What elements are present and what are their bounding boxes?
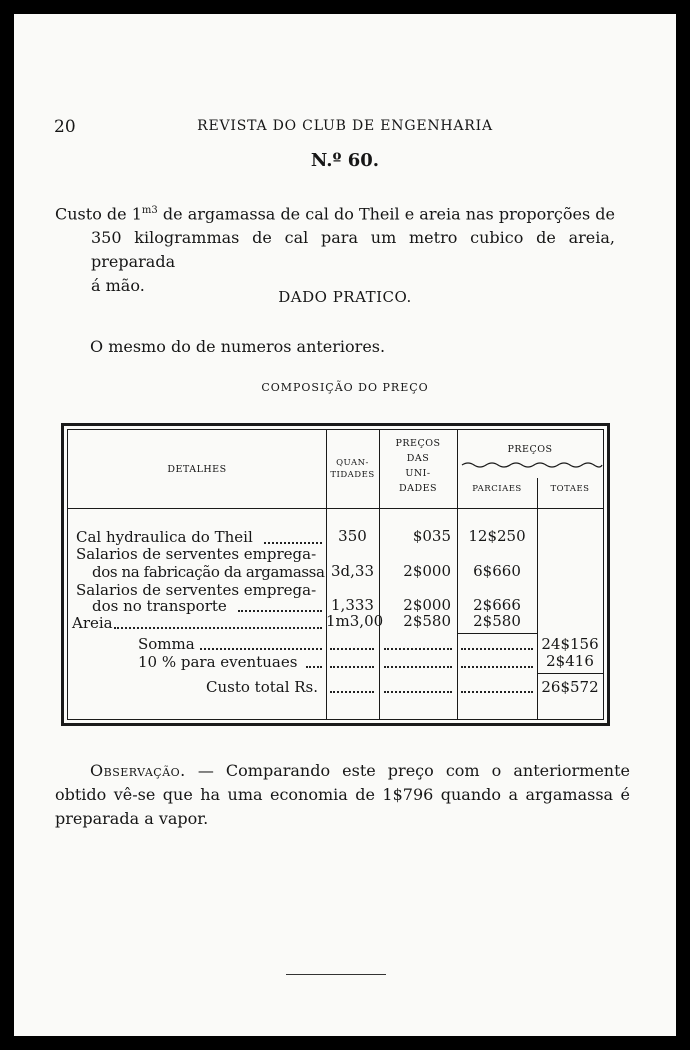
header-precos-unidades <box>379 436 457 496</box>
footer-rule <box>286 974 386 975</box>
custo-total-value: 26$572 <box>541 678 599 696</box>
row-1-label: Cal hydraulica do Theil <box>76 528 253 546</box>
somma-dots-parcial <box>461 648 533 650</box>
row-4-parcial: 2$580 <box>473 612 521 630</box>
header-precos-unidades-line2: DAS <box>406 453 430 464</box>
row-1-unit-price: $035 <box>412 527 451 545</box>
row-3-unit-price: 2$000 <box>403 596 451 614</box>
totaes-sum-line <box>537 673 603 674</box>
row-2-label-line2: dos na fabricação da argamassa <box>92 563 325 581</box>
eventuaes-label: 10 % para eventuaes <box>138 653 298 671</box>
row-1-leader <box>264 542 322 544</box>
observacao-line-3: preparada a vapor. <box>55 809 209 828</box>
row-1-qty: 350 <box>338 527 367 545</box>
composicao-title: COMPOSIÇÃO DO PREÇO <box>261 381 429 394</box>
description-line-2 <box>55 226 615 274</box>
header-precos-unidades-line3: UNI- <box>405 468 431 479</box>
observacao-line-2: obtido vê-se que ha uma economia de 1$796 quando a argamassa é <box>55 785 630 804</box>
observacao-paragraph <box>55 759 630 831</box>
custo-dots-unit <box>384 691 452 693</box>
precos-wave-rule <box>460 460 604 470</box>
custo-dots-parcial <box>461 691 533 693</box>
row-4-leader <box>114 627 322 629</box>
somma-total: 24$156 <box>541 635 599 653</box>
custo-dots-qty <box>330 691 374 693</box>
row-3-leader <box>238 610 322 612</box>
description-line-1-start: Custo de 1 <box>55 204 142 224</box>
running-header: REVISTA DO CLUB DE ENGENHARIA <box>197 118 493 134</box>
header-quantidades-line2: TIDADES <box>330 470 375 480</box>
price-table-inner <box>67 429 604 720</box>
dado-text: O mesmo do de numeros anteriores. <box>90 337 386 356</box>
row-3-label-line2: dos no transporte <box>92 597 227 615</box>
description-line-1-end: de argamassa de cal do Theil e areia nas proporções de <box>157 204 615 224</box>
header-parciaes: PARCIAES <box>472 484 522 494</box>
header-quantidades <box>326 457 379 481</box>
page-number: 20 <box>54 117 76 137</box>
cubic-metre-superscript: m3 <box>141 205 158 216</box>
somma-label: Somma <box>138 635 195 653</box>
row-2-parcial: 6$660 <box>473 562 521 580</box>
eventuaes-dots-unit <box>384 666 452 668</box>
somma-dots-qty <box>330 648 374 650</box>
row-2-unit-price: 2$000 <box>403 562 451 580</box>
eventuaes-dots-parcial <box>461 666 533 668</box>
somma-leader <box>200 648 322 650</box>
header-quantidades-line1: QUAN- <box>336 458 369 468</box>
observacao-line-1 <box>90 759 630 783</box>
section-number: N.º 60. <box>310 150 380 171</box>
price-table <box>61 423 610 726</box>
row-3-parcial: 2$666 <box>473 596 521 614</box>
row-2-qty: 3d,33 <box>330 562 374 580</box>
observacao-line-1-text: — Comparando este preço com o anteriormente <box>185 761 630 780</box>
parciaes-sum-line <box>457 633 537 634</box>
header-detalhes: DETALHES <box>167 464 227 475</box>
row-4-unit-price: 2$580 <box>403 612 451 630</box>
row-3-label-line1: Salarios de serventes emprega- <box>76 581 317 599</box>
row-4-label: Areia <box>72 614 113 632</box>
row-3-qty: 1,333 <box>331 596 374 614</box>
row-4-qty: 1m3,00 <box>326 612 384 630</box>
somma-dots-unit <box>384 648 452 650</box>
observacao-lead: Observação. <box>90 761 186 780</box>
dado-title: DADO PRATICO. <box>278 288 412 306</box>
description-line-1 <box>55 199 615 226</box>
header-precos: PREÇOS <box>507 444 553 455</box>
header-bottom-line <box>68 508 603 509</box>
header-precos-unidades-line1: PREÇOS <box>395 438 441 449</box>
row-2-label-line1: Salarios de serventes emprega- <box>76 545 317 563</box>
description-line-2-text: 350 kilogrammas de cal para um metro cubico de areia, preparada <box>91 228 615 272</box>
description-line-3: á mão. <box>91 276 145 296</box>
row-1-parcial: 12$250 <box>468 527 526 545</box>
header-totaes: TOTAES <box>550 484 590 494</box>
custo-total-label: Custo total Rs. <box>206 678 319 696</box>
document-page <box>14 14 676 1036</box>
eventuaes-total: 2$416 <box>546 652 594 670</box>
eventuaes-dots-qty <box>330 666 374 668</box>
description-paragraph <box>55 199 615 298</box>
header-precos-unidades-line4: DADES <box>398 483 438 494</box>
eventuaes-leader <box>306 666 322 668</box>
